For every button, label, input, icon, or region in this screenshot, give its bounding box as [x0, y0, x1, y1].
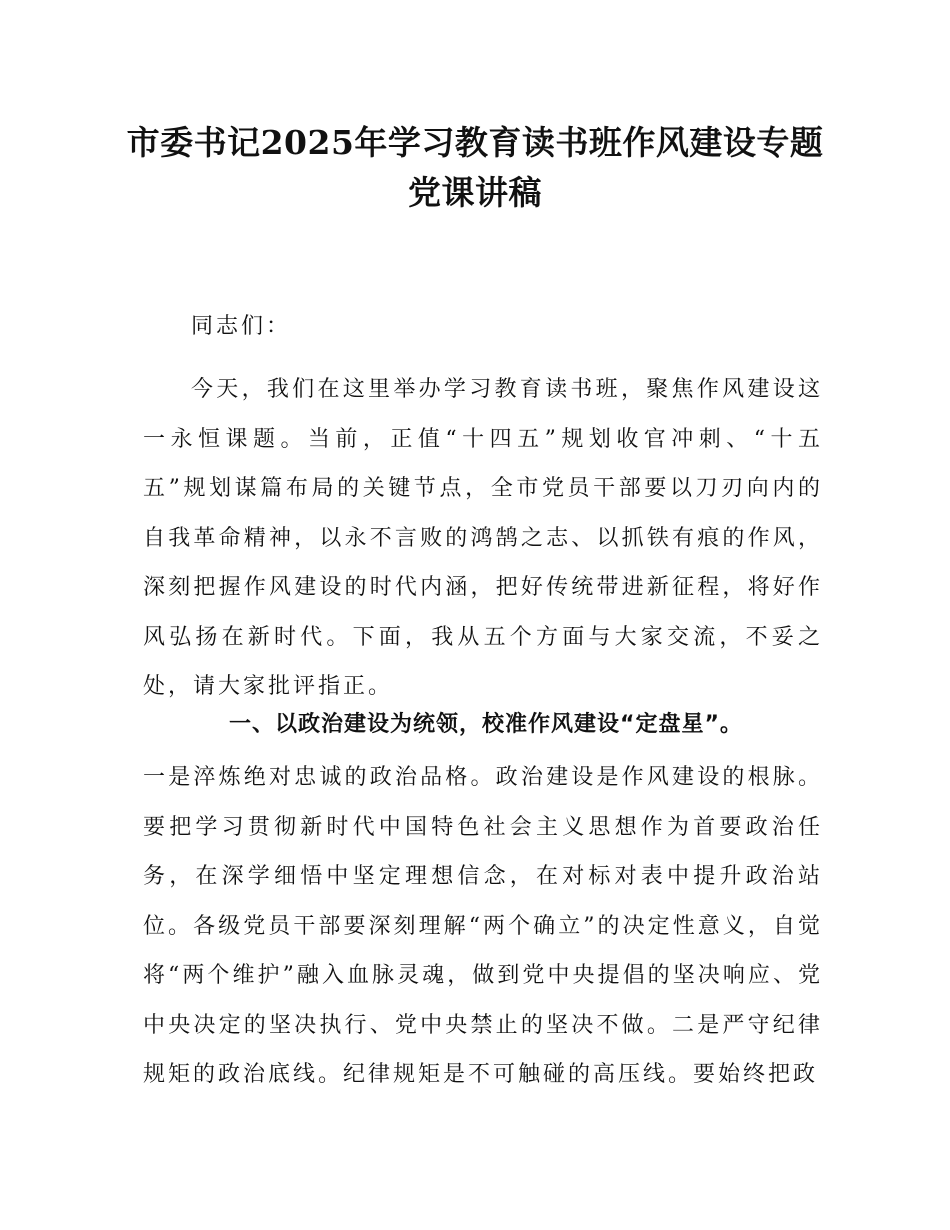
- intro-paragraph: 今天，我们在这里举办学习教育读书班，聚焦作风建设这一永恒课题。当前，正值“十四五”规划收官冲刺、“十五五”规划谋篇布局的关键节点，全市党员干部要以刀刃向内的自我革命精神，以永不言败的鸿鹄之志、以抓铁有痕的作风，深刻把握作风建设的时代内涵，把好传统带进新征程，将好作风弘扬在新时代。下面，我从五个方面与大家交流，不妥之处，请大家批评指正。: [143, 377, 823, 699]
- section-1-paragraph: 一是淬炼绝对忠诚的政治品格。政治建设是作风建设的根脉。要把学习贯彻新时代中国特色社会主义思想作为首要政治任务，在深学细悟中坚定理想信念，在对标对表中提升政治站位。各级党员干部要深刻理解“两个确立”的决定性意义，自觉将“两个维护”融入血脉灵魂，做到党中央提倡的坚决响应、党中央决定的坚决执行、党中央禁止的坚决不做。二是严守纪律规矩的政治底线。纪律规矩是不可触碰的高压线。要始终把政: [143, 765, 823, 1087]
- document-title: 市委书记2025年学习教育读书班作风建设专题党课讲稿: [126, 123, 824, 212]
- section-heading-1: 一、以政治建设为统领，校准作风建设“定盘星”。: [229, 712, 743, 737]
- salutation: 同志们：: [191, 314, 292, 339]
